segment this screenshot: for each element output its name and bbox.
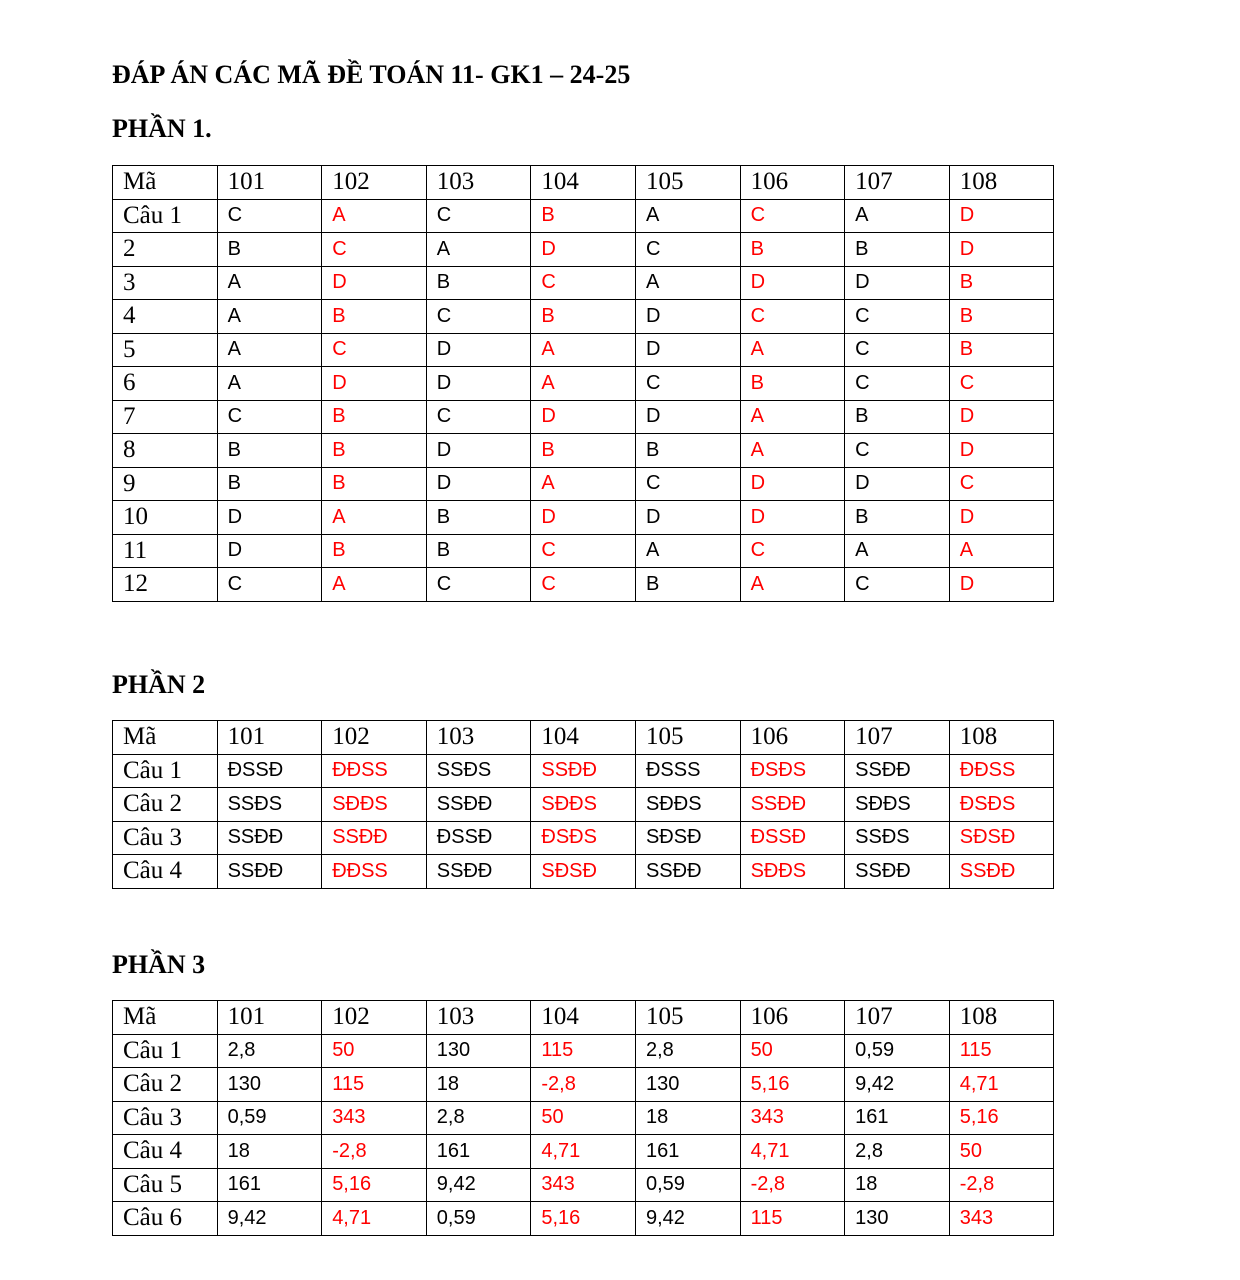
answer-cell: ĐSSS [635,754,740,788]
answer-cell: -2,8 [949,1168,1054,1202]
answer-cell: D [635,501,740,535]
answer-cell: ĐSĐS [531,821,636,855]
table-row [113,821,1054,855]
answer-cell: 0,59 [635,1168,740,1202]
answer-cell: SSĐĐ [740,788,845,822]
answer-cell: ĐSSĐ [426,821,531,855]
answer-cell: 18 [217,1135,322,1169]
answer-cell: D [949,568,1054,602]
answer-cell: 130 [635,1068,740,1102]
answer-cell: SSĐĐ [635,855,740,889]
answer-cell: A [217,266,322,300]
table-row [113,467,1054,501]
answer-cell: C [322,333,427,367]
header-code-cell: 104 [531,1001,636,1035]
answer-cell: SĐSĐ [635,821,740,855]
answer-cell: 115 [949,1034,1054,1068]
answer-cell: B [949,266,1054,300]
answer-cell: C [426,199,531,233]
answer-cell: B [322,434,427,468]
answer-cell: B [217,233,322,267]
header-ma-cell: Mã [113,166,218,200]
answer-cell: D [217,501,322,535]
table-row [113,1101,1054,1135]
answer-cell: ĐĐSS [322,855,427,889]
answer-cell: B [217,467,322,501]
answer-cell: 343 [740,1101,845,1135]
answer-cell: A [740,400,845,434]
header-code-cell: 107 [845,1001,950,1035]
answer-cell: 2,8 [635,1034,740,1068]
answer-cell: 9,42 [217,1202,322,1236]
header-code-cell: 103 [426,1001,531,1035]
header-row [113,721,1054,755]
header-code-cell: 102 [322,721,427,755]
question-label-cell: 10 [113,501,218,535]
question-label-cell: Câu 5 [113,1168,218,1202]
table-row [113,300,1054,334]
table-row [113,434,1054,468]
header-code-cell: 108 [949,166,1054,200]
answer-cell: 5,16 [740,1068,845,1102]
header-code-cell: 107 [845,721,950,755]
answer-cell: A [845,534,950,568]
answer-cell: 161 [635,1135,740,1169]
table-row [113,233,1054,267]
header-code-cell: 106 [740,721,845,755]
table-row [113,333,1054,367]
question-label-cell: 5 [113,333,218,367]
answer-cell: SSĐĐ [949,855,1054,889]
answer-cell: 5,16 [531,1202,636,1236]
answer-cell: C [845,300,950,334]
answer-cell: 343 [322,1101,427,1135]
header-code-cell: 105 [635,166,740,200]
question-label-cell: Câu 6 [113,1202,218,1236]
table-row [113,400,1054,434]
table-row [113,1135,1054,1169]
answer-cell: A [322,199,427,233]
answer-cell: A [740,434,845,468]
answer-cell: 9,42 [635,1202,740,1236]
table-row [113,568,1054,602]
answer-cell: C [635,367,740,401]
answer-cell: SSĐS [426,754,531,788]
answer-cell: B [217,434,322,468]
question-label-cell: 11 [113,534,218,568]
answer-cell: C [426,568,531,602]
answer-cell: SĐĐS [635,788,740,822]
answer-cell: B [845,233,950,267]
answer-cell: SSĐĐ [426,855,531,889]
answer-cell: B [740,233,845,267]
answer-cell: A [740,568,845,602]
answer-cell: SSĐĐ [845,855,950,889]
question-label-cell: Câu 2 [113,788,218,822]
answer-cell: SSĐĐ [845,754,950,788]
answer-cell: D [426,333,531,367]
answer-cell: D [949,199,1054,233]
answer-cell: D [426,467,531,501]
answer-cell: B [635,568,740,602]
part3-heading: PHẦN 3 [112,950,206,979]
answer-cell: D [740,266,845,300]
answer-cell: A [531,333,636,367]
answer-cell: 50 [949,1135,1054,1169]
answer-cell: A [322,568,427,602]
answer-cell: C [531,266,636,300]
answer-cell: C [322,233,427,267]
answer-cell: 0,59 [845,1034,950,1068]
answer-cell: 0,59 [217,1101,322,1135]
answer-cell: SSĐĐ [531,754,636,788]
header-code-cell: 103 [426,166,531,200]
answer-cell: B [949,333,1054,367]
question-label-cell: Câu 1 [113,1034,218,1068]
answer-cell: C [635,467,740,501]
answer-cell: B [322,534,427,568]
answer-cell: C [949,367,1054,401]
question-label-cell: 7 [113,400,218,434]
answer-cell: 130 [217,1068,322,1102]
answer-cell: C [217,199,322,233]
answer-cell: C [845,333,950,367]
answer-cell: 161 [426,1135,531,1169]
answer-cell: A [949,534,1054,568]
table-row [113,534,1054,568]
answer-cell: A [322,501,427,535]
answer-cell: D [322,266,427,300]
answer-cell: D [740,501,845,535]
header-code-cell: 104 [531,721,636,755]
question-label-cell: 3 [113,266,218,300]
question-label-cell: Câu 4 [113,1135,218,1169]
question-label-cell: 12 [113,568,218,602]
header-ma-cell: Mã [113,721,218,755]
header-row [113,1001,1054,1035]
answer-cell: C [217,568,322,602]
answer-cell: D [949,400,1054,434]
part1-heading: PHẦN 1. [112,114,212,143]
answer-cell: ĐSSĐ [217,754,322,788]
header-code-cell: 104 [531,166,636,200]
answer-cell: ĐĐSS [949,754,1054,788]
answer-cell: A [531,467,636,501]
answer-cell: 343 [531,1168,636,1202]
question-label-cell: Câu 3 [113,821,218,855]
answer-cell: 115 [531,1034,636,1068]
answer-cell: 0,59 [426,1202,531,1236]
answer-cell: D [635,333,740,367]
answer-cell: 4,71 [322,1202,427,1236]
answer-cell: C [845,434,950,468]
answer-cell: A [217,333,322,367]
header-ma-cell: Mã [113,1001,218,1035]
answer-cell: SĐĐS [322,788,427,822]
answer-cell: C [426,400,531,434]
answer-cell: D [426,367,531,401]
answer-cell: 4,71 [531,1135,636,1169]
answer-cell: 18 [426,1068,531,1102]
answer-cell: C [740,300,845,334]
question-label-cell: 9 [113,467,218,501]
header-code-cell: 106 [740,1001,845,1035]
answer-cell: 9,42 [426,1168,531,1202]
answer-cell: 2,8 [426,1101,531,1135]
table-row [113,1068,1054,1102]
answer-cell: B [531,199,636,233]
answer-cell: D [949,233,1054,267]
answer-cell: 115 [322,1068,427,1102]
header-code-cell: 105 [635,721,740,755]
answer-cell: 9,42 [845,1068,950,1102]
question-label-cell: Câu 1 [113,754,218,788]
question-label-cell: 2 [113,233,218,267]
answer-cell: A [217,367,322,401]
table-row [113,266,1054,300]
answer-cell: 50 [322,1034,427,1068]
header-code-cell: 101 [217,721,322,755]
answer-cell: B [845,501,950,535]
answer-cell: B [740,367,845,401]
header-code-cell: 101 [217,166,322,200]
answer-cell: D [949,434,1054,468]
answer-cell: C [426,300,531,334]
answer-cell: D [531,501,636,535]
answer-cell: SSĐĐ [217,821,322,855]
answer-cell: 130 [426,1034,531,1068]
answer-cell: ĐSĐS [949,788,1054,822]
part2-answer-table [112,720,1054,889]
answer-cell: 5,16 [322,1168,427,1202]
answer-cell: C [949,467,1054,501]
answer-cell: 2,8 [845,1135,950,1169]
answer-cell: SSĐS [845,821,950,855]
answer-cell: B [322,300,427,334]
question-label-cell: Câu 1 [113,199,218,233]
table-row [113,1168,1054,1202]
answer-cell: 18 [635,1101,740,1135]
answer-cell: C [635,233,740,267]
answer-cell: D [845,266,950,300]
answer-cell: SĐĐS [740,855,845,889]
answer-cell: D [531,400,636,434]
answer-cell: SSĐĐ [217,855,322,889]
table-row [113,788,1054,822]
answer-cell: C [531,568,636,602]
answer-cell: 50 [531,1101,636,1135]
header-row [113,166,1054,200]
answer-cell: SSĐĐ [322,821,427,855]
answer-cell: D [322,367,427,401]
answer-cell: A [740,333,845,367]
answer-cell: B [531,434,636,468]
answer-cell: B [426,534,531,568]
answer-cell: B [635,434,740,468]
header-code-cell: 102 [322,1001,427,1035]
answer-cell: 2,8 [217,1034,322,1068]
answer-cell: SĐSĐ [949,821,1054,855]
answer-cell: C [740,199,845,233]
answer-cell: D [845,467,950,501]
answer-cell: SĐĐS [845,788,950,822]
answer-cell: 5,16 [949,1101,1054,1135]
answer-cell: B [949,300,1054,334]
answer-cell: C [217,400,322,434]
answer-cell: C [845,568,950,602]
answer-cell: A [635,199,740,233]
answer-cell: 343 [949,1202,1054,1236]
answer-cell: C [531,534,636,568]
question-label-cell: Câu 4 [113,855,218,889]
answer-cell: A [635,534,740,568]
answer-cell: D [217,534,322,568]
question-label-cell: 4 [113,300,218,334]
question-label-cell: 8 [113,434,218,468]
answer-cell: B [322,400,427,434]
answer-cell: A [635,266,740,300]
header-code-cell: 102 [322,166,427,200]
table-row [113,754,1054,788]
answer-cell: SSĐS [217,788,322,822]
question-label-cell: 6 [113,367,218,401]
table-row [113,1034,1054,1068]
answer-cell: 161 [845,1101,950,1135]
answer-cell: C [740,534,845,568]
answer-cell: A [531,367,636,401]
answer-cell: B [426,501,531,535]
table-row [113,199,1054,233]
header-code-cell: 108 [949,1001,1054,1035]
answer-cell: 18 [845,1168,950,1202]
answer-cell: 130 [845,1202,950,1236]
answer-cell: B [845,400,950,434]
answer-cell: SSĐĐ [426,788,531,822]
answer-cell: B [322,467,427,501]
header-code-cell: 105 [635,1001,740,1035]
answer-cell: -2,8 [322,1135,427,1169]
answer-cell: A [426,233,531,267]
answer-cell: ĐĐSS [322,754,427,788]
answer-cell: -2,8 [531,1068,636,1102]
answer-cell: D [635,400,740,434]
header-code-cell: 106 [740,166,845,200]
answer-cell: D [740,467,845,501]
header-code-cell: 103 [426,721,531,755]
answer-cell: D [426,434,531,468]
table-row [113,855,1054,889]
answer-cell: 4,71 [949,1068,1054,1102]
answer-cell: SĐĐS [531,788,636,822]
answer-cell: B [426,266,531,300]
answer-cell: A [217,300,322,334]
answer-cell: 115 [740,1202,845,1236]
question-label-cell: Câu 3 [113,1101,218,1135]
part1-answer-table [112,165,1054,602]
table-row [113,501,1054,535]
table-row [113,367,1054,401]
part3-answer-table [112,1000,1054,1236]
answer-cell: ĐSSĐ [740,821,845,855]
answer-cell: B [531,300,636,334]
answer-cell: -2,8 [740,1168,845,1202]
answer-cell: 161 [217,1168,322,1202]
answer-cell: SĐSĐ [531,855,636,889]
answer-cell: D [635,300,740,334]
part2-heading: PHẦN 2 [112,670,206,699]
answer-cell: ĐSĐS [740,754,845,788]
answer-cell: A [845,199,950,233]
answer-cell: D [949,501,1054,535]
table-row [113,1202,1054,1236]
header-code-cell: 101 [217,1001,322,1035]
header-code-cell: 108 [949,721,1054,755]
document-title: ĐÁP ÁN CÁC MÃ ĐỀ TOÁN 11- GK1 – 24-25 [112,60,631,89]
answer-cell: 4,71 [740,1135,845,1169]
answer-cell: D [531,233,636,267]
header-code-cell: 107 [845,166,950,200]
answer-cell: C [845,367,950,401]
answer-cell: 50 [740,1034,845,1068]
question-label-cell: Câu 2 [113,1068,218,1102]
